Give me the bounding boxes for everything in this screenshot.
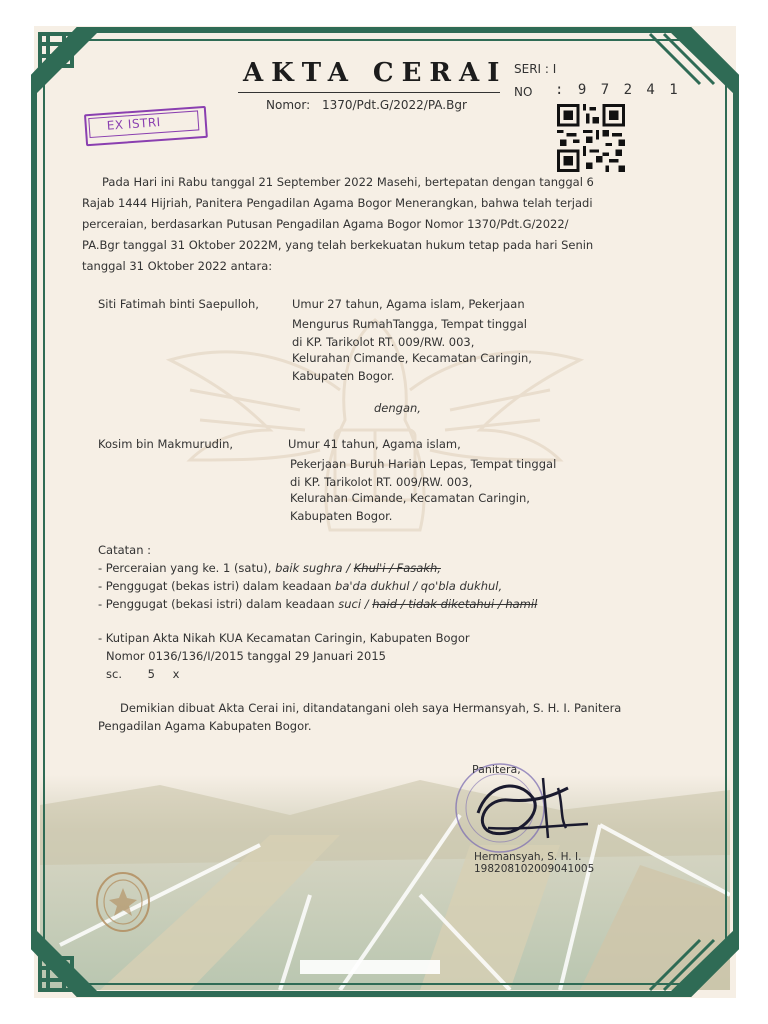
party1-detail-line: Umur 27 tahun, Agama islam, Pekerjaan	[292, 297, 525, 311]
party1-detail-line: Kabupaten Bogor.	[292, 369, 395, 383]
party1-detail-line: di KP. Tarikolot RT. 009/RW. 003,	[292, 335, 475, 349]
party1-detail-line: Kelurahan Cimande, Kecamatan Caringin,	[292, 351, 532, 365]
closing-line: Demikian dibuat Akta Cerai ini, ditandatangani oleh saya Hermansyah, S. H. I. Panitera	[120, 701, 622, 715]
signatory-role: Panitera,	[472, 763, 521, 776]
catatan-item: - Perceraian yang ke. 1 (satu), baik sughra / Khul'i / Fasakh,	[98, 561, 441, 575]
dengan-text: dengan,	[374, 401, 421, 415]
party2-detail-line: di KP. Tarikolot RT. 009/RW. 003,	[290, 475, 473, 489]
intro-line: tanggal 31 Oktober 2022 antara:	[82, 259, 273, 273]
sc-value: 5	[147, 667, 155, 681]
sc-x: x	[172, 667, 180, 681]
seri-label: SERI :	[514, 62, 549, 76]
catatan-item: - Penggugat (bekasi istri) dalam keadaan suci / haid / tidak diketahui / hamil	[98, 597, 538, 611]
seri-value: I	[552, 62, 557, 76]
no-label: NO	[514, 85, 533, 99]
intro-paragraph	[82, 172, 682, 277]
party2-detail-line: Kelurahan Cimande, Kecamatan Caringin,	[290, 491, 530, 505]
party1-name: Siti Fatimah binti Saepulloh,	[98, 297, 259, 311]
intro-line: perceraian, berdasarkan Putusan Pengadilan Agama Bogor Nomor 1370/Pdt.G/2022/	[82, 217, 569, 231]
closing-line: Pengadilan Agama Kabupaten Bogor.	[98, 719, 312, 733]
document-title: AKTA CERAI	[243, 58, 508, 88]
sc-label: sc.	[106, 667, 122, 681]
nomor-value: 1370/Pdt.G/2022/PA.Bgr	[321, 98, 467, 112]
catatan-heading: Catatan :	[98, 543, 152, 557]
court-seal-icon	[94, 870, 152, 934]
nomor-field	[266, 98, 467, 112]
intro-line: Pada Hari ini Rabu tanggal 21 September 2022 Masehi, bertepatan dengan tanggal 6	[102, 175, 594, 189]
kutipan-line: Nomor 0136/136/I/2015 tanggal 29 Januari 2015	[106, 649, 386, 663]
intro-line: PA.Bgr tanggal 31 Oktober 2022M, yang telah berkekuatan hukum tetap pada hari Senin	[82, 238, 594, 252]
no-value: : 9 7 2 4 1	[555, 82, 681, 98]
kutipan-line: - Kutipan Akta Nikah KUA Kecamatan Caringin, Kabupaten Bogor	[98, 631, 470, 645]
party1-detail-line: Mengurus RumahTangga, Tempat tinggal	[292, 317, 527, 331]
catatan-item: - Penggugat (bekas istri) dalam keadaan ba'da dukhul / qo'bla dukhul,	[98, 579, 503, 593]
party2-detail-line: Kabupaten Bogor.	[290, 509, 393, 523]
intro-line: Rajab 1444 Hijriah, Panitera Pengadilan Agama Bogor Menerangkan, bahwa telah terjadi	[82, 196, 593, 210]
qr-code	[555, 104, 627, 172]
seri-field	[514, 62, 556, 76]
party2-detail-line: Umur 41 tahun, Agama islam,	[288, 437, 461, 451]
party2-name: Kosim bin Makmurudin,	[98, 437, 234, 451]
signatory-name: Hermansyah, S. H. I.	[474, 851, 582, 863]
sc-field	[106, 664, 179, 684]
nomor-label: Nomor:	[266, 98, 311, 112]
stamp-label: EX ISTRI	[106, 115, 162, 133]
signatory-nip: 198208102009041005	[474, 863, 595, 875]
title-underline	[238, 92, 500, 93]
party2-detail-line: Pekerjaan Buruh Harian Lepas, Tempat tinggal	[290, 457, 557, 471]
